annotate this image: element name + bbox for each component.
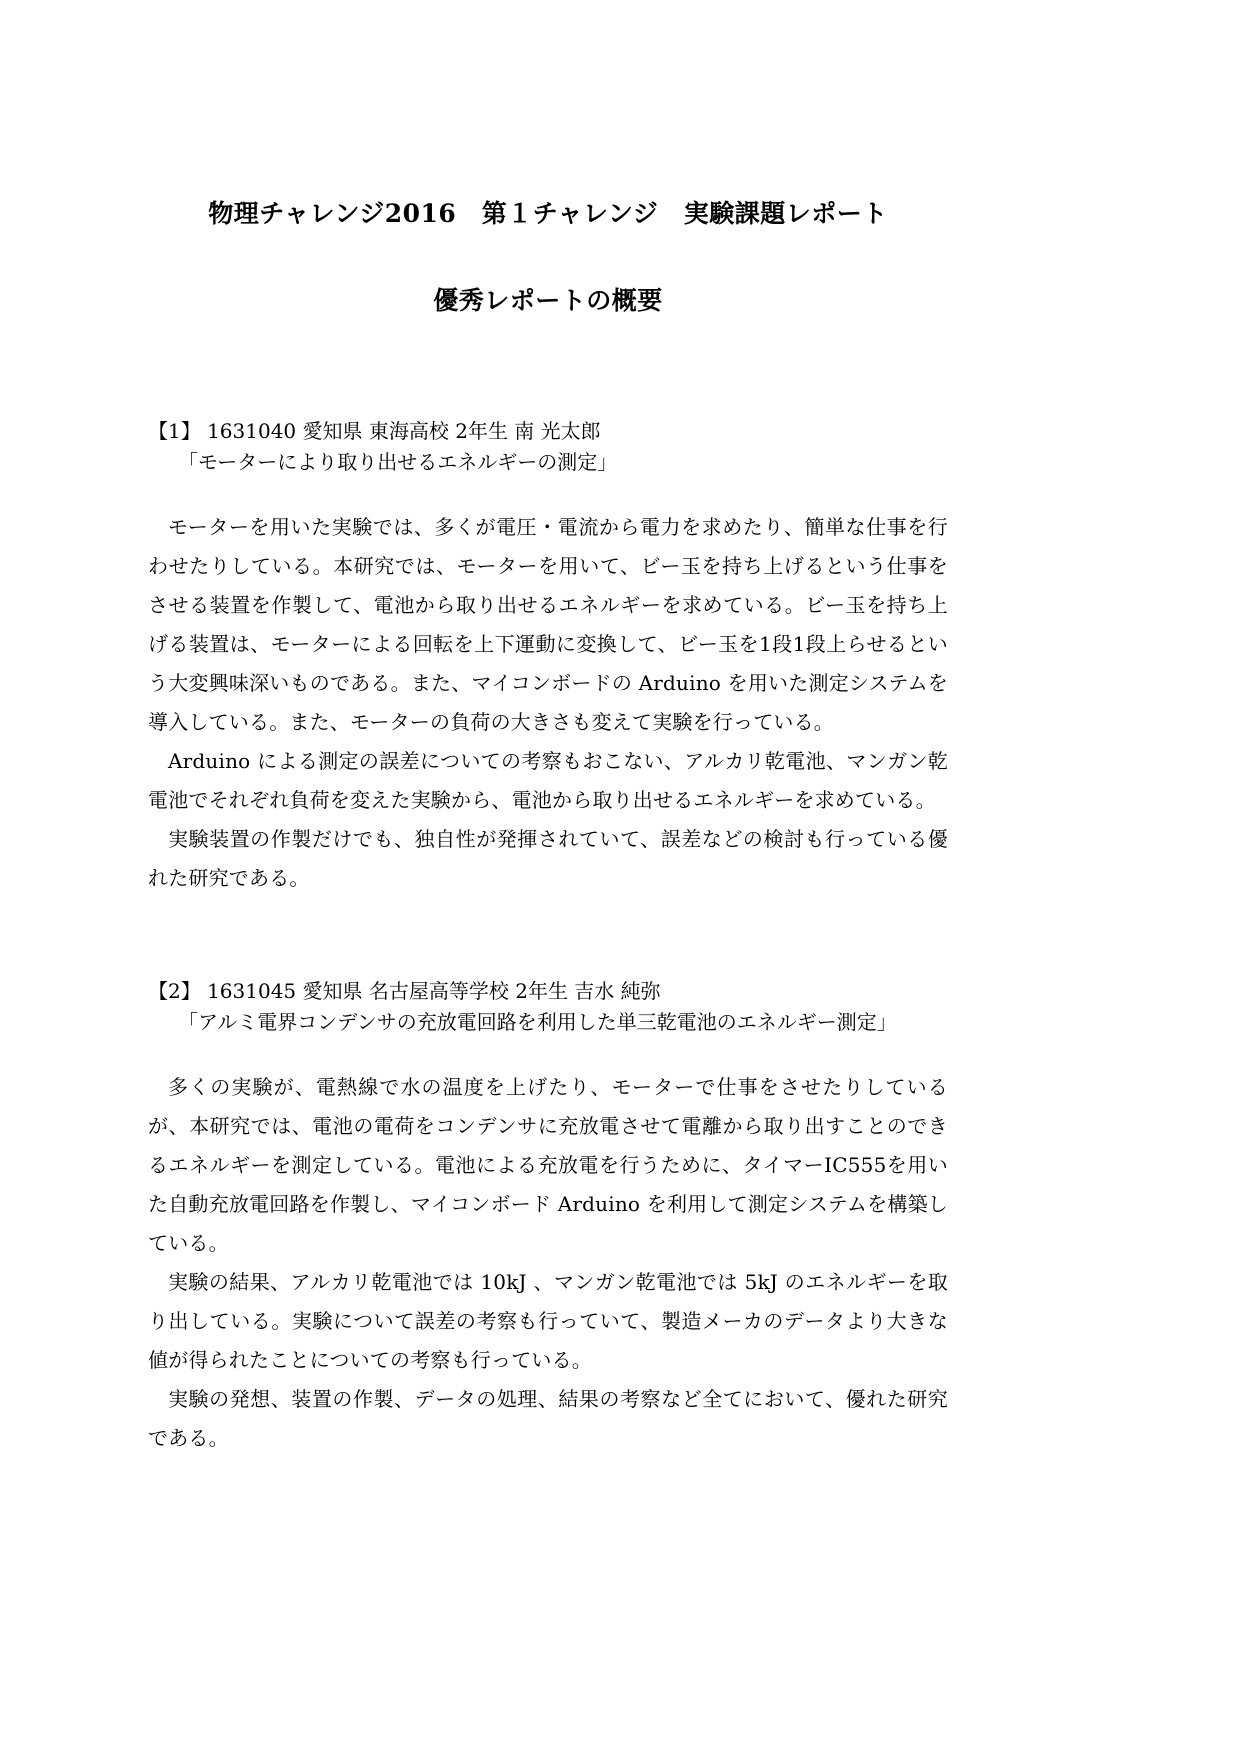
entry-2-heading: 【2】 1631045 愛知県 名古屋高等学校 2年生 吉水 純弥 xyxy=(148,979,661,1003)
page-subtitle: 優秀レポートの概要 xyxy=(433,286,663,315)
report-entry-2 xyxy=(148,976,948,1458)
entry-2-paragraph-3: 実験の発想、装置の作製、データの処理、結果の考察など全てにおいて、優れた研究である。 xyxy=(148,1387,948,1450)
document-content xyxy=(148,0,948,1458)
entry-1-body xyxy=(148,508,948,898)
title-block xyxy=(148,196,948,318)
report-entry-1 xyxy=(148,416,948,898)
entry-2-report-title: 「アルミ電界コンデンサの充放電回路を利用した単三乾電池のエネルギー測定」 xyxy=(178,1010,897,1034)
entry-1-paragraph-1: モーターを用いた実験では、多くが電圧・電流から電力を求めたり、簡単な仕事を行わせたりしている。本研究では、モーターを用いて、ビー玉を持ち上げるという仕事をさせる装置を作製して、電池から取り出せるエネルギーを求めている。ビー玉を持ち上げる装置は、モーターによる回転を上下運動に変換して、ビー玉を1段1段上らせるという大変興味深いものである。また、マイコンボードの Arduino を用いた測定システムを導入している。また、モーターの負荷の大きさも変えて実験を行っている。 xyxy=(148,515,948,734)
entry-1-paragraph-2: Arduino による測定の誤差についての考察もおこない、アルカリ乾電池、マンガン乾電池でそれぞれ負荷を変えた実験から、電池から取り出せるエネルギーを求めている。 xyxy=(148,749,948,812)
entry-2-paragraph-1: 多くの実験が、電熱線で水の温度を上げたり、モーターで仕事をさせたりしているが、本研究では、電池の電荷をコンデンサに充放電させて電離から取り出すことのできるエネルギーを測定している。電池による充放電を行うために、タイマーIC555を用いた自動充放電回路を作製し、マイコンボード Arduino を利用して測定システムを構築している。 xyxy=(148,1075,948,1255)
entry-1-heading: 【1】 1631040 愛知県 東海高校 2年生 南 光太郎 xyxy=(148,419,601,443)
entry-1-report-title: 「モーターにより取り出せるエネルギーの測定」 xyxy=(178,450,618,474)
entry-1-paragraph-3: 実験装置の作製だけでも、独自性が発揮されていて、誤差などの検討も行っている優れた研究である。 xyxy=(148,827,948,890)
page-title: 物理チャレンジ2016 第１チャレンジ 実験課題レポート xyxy=(208,199,888,228)
entry-2-paragraph-2: 実験の結果、アルカリ乾電池では 10kJ 、マンガン乾電池では 5kJ のエネルギーを取り出している。実験について誤差の考察も行っていて、製造メーカのデータより大きな値が得られたことについての考察も行っている。 xyxy=(148,1270,948,1372)
entry-2-body xyxy=(148,1068,948,1458)
